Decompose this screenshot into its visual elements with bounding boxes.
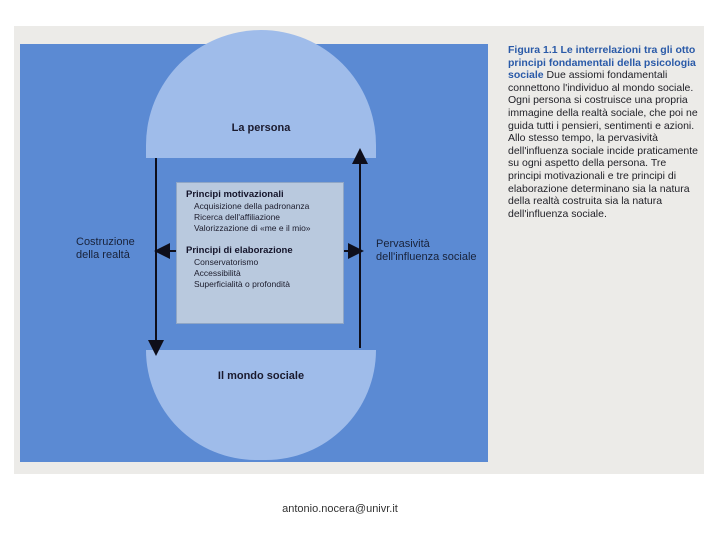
- right-label-line: dell'influenza sociale: [376, 251, 477, 263]
- figure-caption-title: Figura 1.1 Le interrelazioni tra gli otto principi fondamentali della psicologia sociale: [508, 44, 696, 82]
- right-label-line: Pervasività: [376, 238, 430, 250]
- motivational-item: Ricerca dell'affiliazione: [194, 212, 281, 222]
- figure-caption: [508, 44, 698, 220]
- figure-caption-body: Due assiomi fondamentali connettono l'individuo al mondo sociale. Ogni persona si costruisce una propria immagine della realtà sociale, che poi ne guida tutti i pensieri, sentimenti e azioni. Allo stesso tempo, la pervasività dell'influenza sociale incide praticamente su ogni aspetto della persona. Tre principi motivazionali e tre principi di elaborazione determinano sia la natura della realtà costruita sia la natura dell'influenza sociale.: [508, 69, 698, 220]
- elaboration-item: Accessibilità: [194, 268, 241, 278]
- reality-construction-label: [76, 236, 135, 262]
- motivational-item: Valorizzazione di «me e il mio»: [194, 223, 311, 233]
- social-world-label: Il mondo sociale: [217, 370, 305, 382]
- elaboration-title: Principi di elaborazione: [186, 245, 293, 256]
- left-label-line: della realtà: [76, 249, 130, 261]
- left-label-line: Costruzione: [76, 236, 135, 248]
- author-email: antonio.nocera@univr.it: [282, 503, 398, 515]
- social-influence-label: [376, 238, 477, 264]
- principles-box: [176, 182, 344, 324]
- motivational-item: Acquisizione della padronanza: [194, 201, 310, 211]
- elaboration-item: Conservatorismo: [194, 257, 259, 267]
- elaboration-item: Superficialità o profondità: [194, 279, 290, 289]
- motivational-title: Principi motivazionali: [186, 189, 284, 200]
- person-label: La persona: [231, 122, 291, 134]
